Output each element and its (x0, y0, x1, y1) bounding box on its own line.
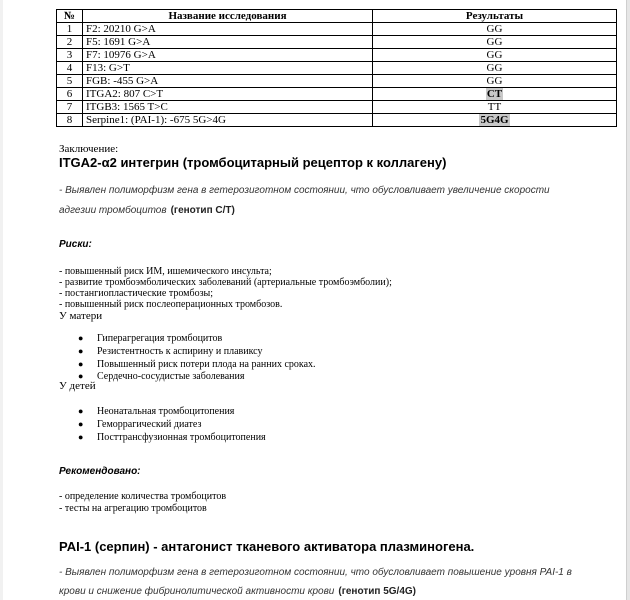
row-result: GG (373, 75, 617, 88)
row-result-highlighted: CT (486, 88, 503, 100)
row-number: 7 (57, 101, 83, 114)
children-list-item: Неонатальная тромбоцитопения (97, 406, 235, 417)
mother-list-item: Сердечно-сосудистые заболевания (97, 371, 245, 382)
recommended-item: - тесты на агрегацию тромбоцитов (59, 503, 207, 514)
table-row (57, 49, 617, 62)
row-test-name: F2: 20210 G>A (83, 23, 373, 36)
mother-list-item: Гиперагрегация тромбоцитов (97, 333, 223, 344)
row-result: TT (373, 101, 617, 114)
bullet-icon: ● (78, 371, 84, 381)
bullet-icon: ● (78, 346, 84, 356)
table-header-row (57, 10, 617, 23)
pai1-heading: PAI-1 (серпин) - антагонист тканевого активатора плазминогена. (59, 539, 475, 554)
risk-item: - повышенный риск послеоперационных тромбозов. (59, 299, 283, 310)
bullet-icon: ● (78, 432, 84, 442)
pai1-description-line2-wrap (59, 581, 416, 599)
pai1-genotype: (генотип 5G/4G) (338, 586, 416, 597)
row-result: GG (373, 23, 617, 36)
pai1-description-line1: - Выявлен полиморфизм гена в гетерозиготном состоянии, что обусловливает повышение уровня PAI-1 в (59, 567, 572, 578)
row-test-name: Serpine1: (PAI-1): -675 5G>4G (83, 114, 373, 127)
children-list-item: Геморрагический диатез (97, 419, 202, 430)
row-result-cell (373, 88, 617, 101)
row-result: GG (373, 62, 617, 75)
row-test-name: ITGB3: 1565 T>C (83, 101, 373, 114)
row-result-highlighted: 5G4G (480, 114, 509, 126)
conclusion-label: Заключение: (59, 143, 119, 155)
table-row (57, 36, 617, 49)
risk-item: - постангиопластические тромбозы; (59, 288, 214, 299)
col-header-number: № (57, 10, 83, 23)
mother-heading: У матери (59, 310, 103, 322)
itga2-description-line2: адгезии тромбоцитов (59, 205, 167, 216)
row-number: 1 (57, 23, 83, 36)
row-test-name: F7: 10976 G>A (83, 49, 373, 62)
children-heading: У детей (59, 380, 96, 392)
risk-item: - повышенный риск ИМ, ишемического инсульта; (59, 266, 272, 277)
row-result-cell (373, 114, 617, 127)
bullet-icon: ● (78, 333, 84, 343)
row-result: GG (373, 36, 617, 49)
row-number: 3 (57, 49, 83, 62)
table-row (57, 23, 617, 36)
bullet-icon: ● (78, 359, 84, 369)
table-row (57, 62, 617, 75)
row-result: GG (373, 49, 617, 62)
row-number: 2 (57, 36, 83, 49)
row-test-name: ITGA2: 807 C>T (83, 88, 373, 101)
recommended-item: - определение количества тромбоцитов (59, 491, 227, 502)
table-row (57, 114, 617, 127)
col-header-test-name: Название исследования (83, 10, 373, 23)
row-test-name: F13: G>T (83, 62, 373, 75)
risks-heading: Риски: (59, 239, 92, 250)
results-table (56, 9, 617, 127)
row-number: 4 (57, 62, 83, 75)
row-number: 5 (57, 75, 83, 88)
row-test-name: FGB: -455 G>A (83, 75, 373, 88)
mother-list-item: Резистентность к аспирину и плавиксу (97, 346, 263, 357)
row-test-name: F5: 1691 G>A (83, 36, 373, 49)
table-row (57, 75, 617, 88)
table-row (57, 101, 617, 114)
itga2-genotype: (генотип С/Т) (170, 205, 235, 216)
page-left-edge (0, 0, 3, 600)
row-number: 8 (57, 114, 83, 127)
bullet-icon: ● (78, 419, 84, 429)
bullet-icon: ● (78, 406, 84, 416)
pai1-description-line2: крови и снижение фибринолитической активности крови (59, 586, 335, 597)
row-number: 6 (57, 88, 83, 101)
risk-item: - развитие тромбоэмболических заболеваний (артериальные тромбоэмболии); (59, 277, 392, 288)
recommended-heading: Рекомендовано: (59, 466, 141, 477)
children-list-item: Посттрансфузионная тромбоцитопения (97, 432, 266, 443)
itga2-heading: ITGA2-α2 интегрин (тромбоцитарный рецептор к коллагену) (59, 155, 447, 170)
table-row (57, 88, 617, 101)
itga2-description-line2-wrap (59, 200, 235, 218)
col-header-results: Результаты (373, 10, 617, 23)
window-scrollbar[interactable] (626, 0, 630, 600)
itga2-description-line1: - Выявлен полиморфизм гена в гетерозиготном состоянии, что обусловливает увеличение скорости (59, 185, 550, 196)
mother-list-item: Повышенный риск потери плода на ранних сроках. (97, 359, 316, 370)
